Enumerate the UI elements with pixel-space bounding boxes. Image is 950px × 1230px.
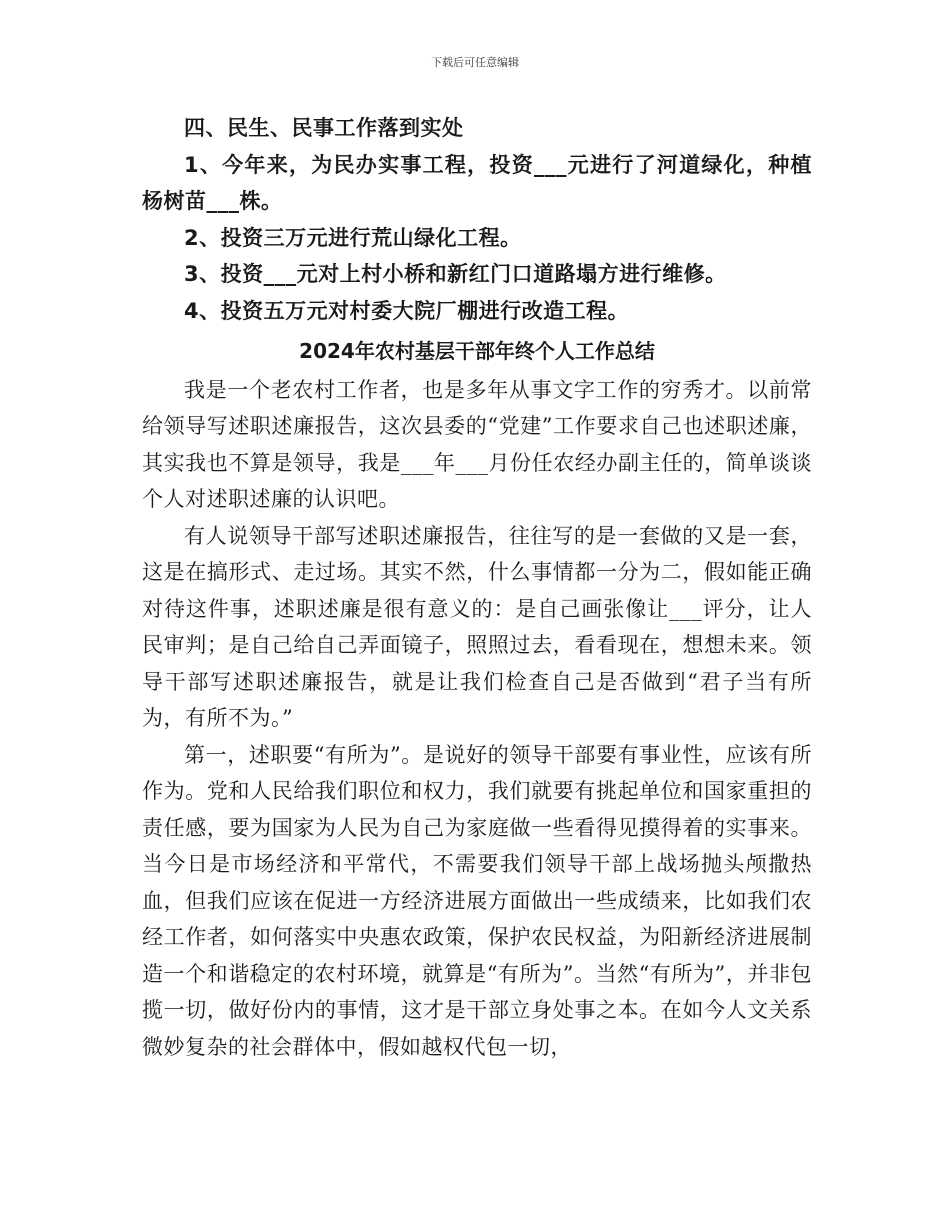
page-header-note: 下载后可任意编辑 [431, 56, 519, 69]
paragraph-1: 我是一个老农村工作者，也是多年从事文字工作的穷秀才。以前常给领导写述职述廉报告，这次县委的“党建”工作要求自己也述职述廉，其实我也不算是领导，我是___年___月份任农经办副主任的，简单谈谈个人对述职述廉的认识吧。 [142, 377, 812, 511]
document-body [142, 110, 812, 1065]
section-heading: 四、民生、民事工作落到实处 [184, 116, 464, 140]
section-item-1: 1、今年来，为民办实事工程，投资___元进行了河道绿化，种植杨树苗___株。 [142, 152, 812, 213]
paragraph-2: 有人说领导干部写述职述廉报告，往往写的是一套做的又是一套，这是在搞形式、走过场。其实不然，什么事情都一分为二，假如能正确对待这件事，述职述廉是很有意义的：是自己画张像让___评分，让人民审判；是自己给自己弄面镜子，照照过去，看看现在，想想未来。领导干部写述职述廉报告，就是让我们检查自己是否做到“君子当有所为，有所不为。” [142, 523, 812, 730]
section-item-4: 4、投资五万元对村委大院厂棚进行改造工程。 [184, 298, 630, 323]
section-item-3: 3、投资___元对上村小桥和新红门口道路塌方进行维修。 [184, 262, 727, 286]
paragraph-3: 第一，述职要“有所为”。是说好的领导干部要有事业性，应该有所作为。党和人民给我们职位和权力，我们就要有挑起单位和国家重担的责任感，要为国家为人民为自己为家庭做一些看得见摸得着的实事来。当今日是市场经济和平常代，不需要我们领导干部上战场抛头颅撒热血，但我们应该在促进一方经济进展方面做出一些成绩来，比如我们农经工作者，如何落实中央惠农政策，保护农民权益，为阳新经济进展制造一个和谐稳定的农村环境，就算是“有所为”。当然“有所为”，并非包揽一切，做好份内的事情，这才是干部立身处事之本。在如今人文关系微妙复杂的社会群体中，假如越权代包一切， [142, 742, 812, 1059]
section-item-2: 2、投资三万元进行荒山绿化工程。 [184, 225, 522, 250]
article-title: 2024年农村基层干部年终个人工作总结 [299, 339, 655, 363]
